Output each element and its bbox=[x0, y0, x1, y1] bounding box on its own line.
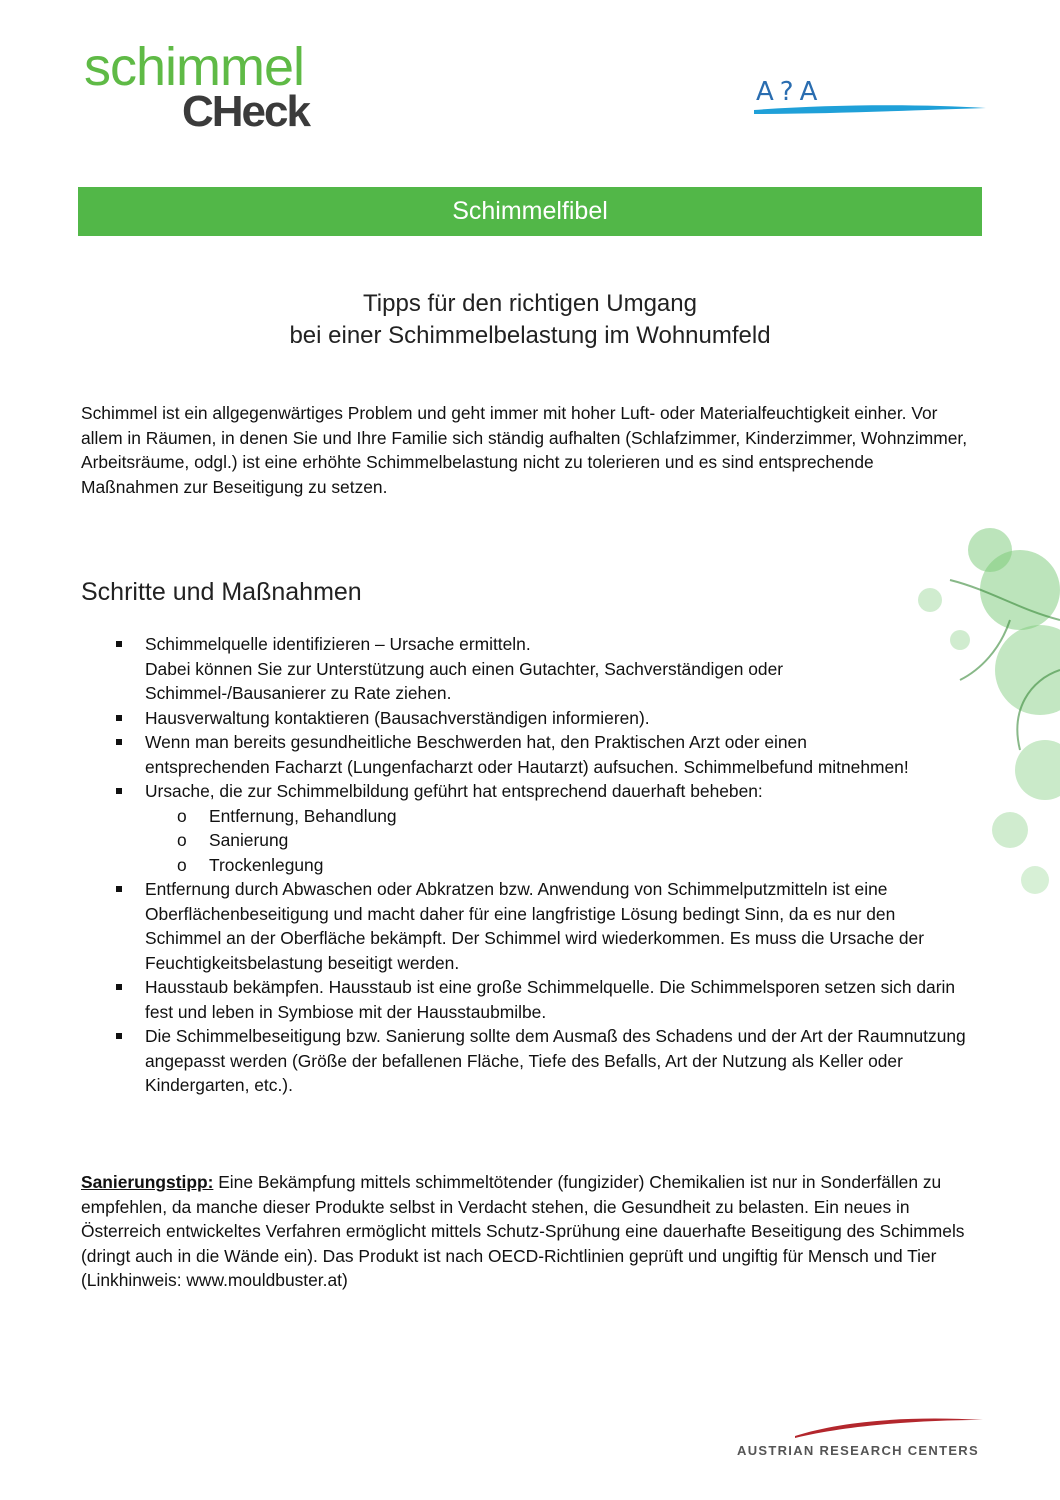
list-item bbox=[111, 877, 991, 975]
section-heading: Schritte und Maßnahmen bbox=[81, 578, 362, 606]
subtitle bbox=[0, 288, 1060, 352]
step-line: entsprechenden Facharzt (Lungenfacharzt oder Hautarzt) aufsuchen. Schimmelbefund mitnehmen! bbox=[145, 756, 909, 777]
tip-line: (Linkhinweis: www.mouldbuster.at) bbox=[81, 1270, 348, 1290]
sub-list bbox=[145, 804, 991, 878]
step-line: Schimmel an der Oberfläche bekämpft. Der Schimmel wird wiederkommen. Es muss die Ursache der bbox=[145, 928, 924, 948]
list-item bbox=[111, 632, 991, 706]
intro-paragraph bbox=[81, 401, 981, 499]
intro-line: Maßnahmen zur Beseitigung zu setzen. bbox=[81, 476, 388, 497]
sub-list-item: o Entfernung, Behandlung bbox=[145, 804, 991, 829]
intro-line: allem in Räumen, in denen Sie und Ihre Familie sich ständig aufhalten (Schlafzimmer, Kinderzimmer, Wohnzimmer, bbox=[81, 427, 968, 448]
list-item bbox=[111, 779, 991, 877]
step-line: angepasst werden (Größe der befallenen Fläche, Tiefe des Befalls, Art der Nutzung als Keller oder bbox=[145, 1050, 903, 1071]
tip-line: empfehlen, da manche dieser Produkte selbst in Verdacht stehen, die Gesundheit zu belasten. Ein neues in bbox=[81, 1196, 910, 1217]
step-line: Oberflächenbeseitigung und macht daher für eine langfristige Lösung bedingt Sinn, da es nur den bbox=[145, 903, 896, 924]
step-line: Wenn man bereits gesundheitliche Beschwerden hat, den Praktischen Arzt oder einen bbox=[145, 732, 807, 752]
logo-check-text: CHeck bbox=[182, 87, 309, 136]
step-line: Hausstaub bekämpfen. Hausstaub ist eine große Schimmelquelle. Die Schimmelsporen setzen sich darin bbox=[145, 977, 956, 997]
aqa-logo bbox=[752, 74, 988, 124]
tip-line: (dringt auch in die Wände ein). Das Produkt ist nach OECD-Richtlinien geprüft und ungiftig für Mensch und Tier bbox=[81, 1245, 937, 1266]
step-line: fest und leben in Symbiose mit der Hausstaubmilbe. bbox=[145, 1001, 547, 1022]
intro-line: Arbeitsräume, odgl.) ist eine erhöhte Schimmelbelastung nicht zu tolerieren und es sind entsprechende bbox=[81, 452, 874, 472]
footer-organization: AUSTRIAN RESEARCH CENTERS bbox=[737, 1443, 979, 1458]
step-line: Schimmelquelle identifizieren – Ursache ermitteln. bbox=[145, 634, 531, 654]
steps-list bbox=[111, 632, 991, 1098]
step-line: Entfernung durch Abwaschen oder Abkratzen bzw. Anwendung von Schimmelputzmitteln ist eine bbox=[145, 879, 888, 899]
tip-label: Sanierungstipp: bbox=[81, 1172, 214, 1192]
step-line: Hausverwaltung kontaktieren (Bausachverständigen informieren). bbox=[145, 707, 650, 728]
renovation-tip bbox=[81, 1170, 981, 1293]
tip-first-line bbox=[81, 1170, 981, 1195]
subtitle-line: bei einer Schimmelbelastung im Wohnumfeld bbox=[289, 322, 771, 349]
step-line: Schimmel-/Bausanierer zu Rate ziehen. bbox=[145, 683, 452, 703]
tip-text: Eine Bekämpfung mittels schimmeltötender (fungizider) Chemikalien ist nur in Sonderfällen zu bbox=[213, 1172, 942, 1192]
page-title: Schimmelfibel bbox=[78, 187, 982, 236]
logo-schimmel-text: schimmel bbox=[84, 37, 305, 97]
sub-list-item: o Sanierung bbox=[145, 828, 991, 853]
subtitle-line: Tipps für den richtigen Umgang bbox=[363, 290, 697, 317]
list-item bbox=[111, 1024, 991, 1098]
list-item bbox=[111, 706, 991, 731]
aqa-logo-text: A?A bbox=[756, 77, 824, 107]
sub-list-item: o Trockenlegung bbox=[145, 853, 991, 878]
step-line: Kindergarten, etc.). bbox=[145, 1075, 293, 1095]
step-line: Die Schimmelbeseitigung bzw. Sanierung sollte dem Ausmaß des Schadens und der Art der Raumnutzung bbox=[145, 1026, 966, 1046]
tip-line: Österreich entwickeltes Verfahren ermöglicht mittels Schutz-Sprühung eine dauerhafte Beseitigung des Schimmels bbox=[81, 1221, 965, 1241]
intro-line: Schimmel ist ein allgegenwärtiges Problem und geht immer mit hoher Luft- oder Materialfeuchtigkeit einher. Vor bbox=[81, 403, 938, 423]
step-line: Dabei können Sie zur Unterstützung auch einen Gutachter, Sachverständigen oder bbox=[145, 658, 784, 679]
list-item bbox=[111, 975, 991, 1024]
step-line: Ursache, die zur Schimmelbildung geführt hat entsprechend dauerhaft beheben: bbox=[145, 781, 763, 801]
list-item bbox=[111, 730, 991, 779]
step-line: Feuchtigkeitsbelastung beseitigt werden. bbox=[145, 952, 460, 973]
